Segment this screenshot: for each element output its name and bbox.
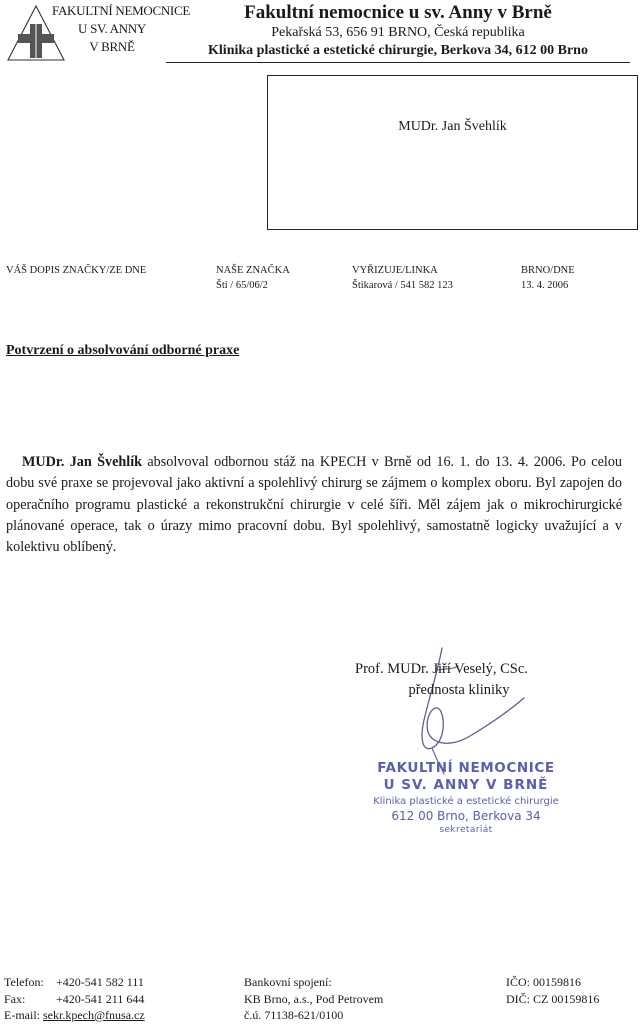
bank-label: Bankovní spojení: bbox=[244, 975, 332, 989]
your-letter-label: VÁŠ DOPIS ZNAČKY/ZE DNE bbox=[6, 265, 147, 276]
bank-value: KB Brno, a.s., Pod Petrovem bbox=[244, 991, 384, 1006]
stamp-line: Klinika plastické a estetické chirurgie bbox=[373, 796, 559, 807]
place-date-label: BRNO/DNE bbox=[521, 265, 575, 276]
stamp-line: sekretariát bbox=[439, 825, 493, 835]
phone-value: +420-541 582 111 bbox=[56, 975, 144, 989]
fax-value: +420-541 211 644 bbox=[56, 991, 145, 1006]
logo-text-line: FAKULTNÍ NEMOCNICE bbox=[52, 3, 190, 18]
phone-label: Telefon: bbox=[4, 975, 44, 989]
clinic-name: Klinika plastické a estetické chirurgie, Berkova 34, 612 00 Brno bbox=[208, 43, 588, 58]
stamp-line: U SV. ANNY V BRNĚ bbox=[383, 777, 549, 793]
addressee-box bbox=[267, 75, 638, 230]
letter-subject: Potvrzení o absolvování odborné praxe bbox=[6, 343, 240, 358]
footer-bank bbox=[244, 974, 383, 1024]
ico-value: IČO: 00159816 bbox=[506, 975, 581, 989]
our-ref-label: NAŠE ZNAČKA bbox=[216, 265, 290, 276]
logo-text-line: V BRNĚ bbox=[89, 39, 135, 54]
dic-value: DIČ: CZ 00159816 bbox=[506, 991, 600, 1006]
signatory-name: Prof. MUDr. Jiří Veselý, CSc. bbox=[355, 661, 528, 677]
handled-by-value: Štikarová / 541 582 123 bbox=[352, 280, 453, 291]
our-ref-value: Šti / 65/06/2 bbox=[216, 280, 268, 291]
account-value: č.ú. 71138-621/0100 bbox=[244, 1008, 344, 1022]
footer-contacts bbox=[4, 974, 145, 1024]
header-rule bbox=[166, 62, 630, 63]
footer-ids bbox=[506, 974, 599, 1007]
fax-label: Fax: bbox=[4, 991, 26, 1006]
stamp-line: FAKULTNÍ NEMOCNICE bbox=[377, 760, 555, 776]
email-link[interactable]: sekr.kpech@fnusa.cz bbox=[43, 1008, 145, 1022]
letter-body bbox=[6, 452, 622, 558]
stamp-line: 612 00 Brno, Berkova 34 bbox=[391, 809, 541, 823]
signatory-role: přednosta kliniky bbox=[408, 682, 510, 698]
logo-text-line: U SV. ANNY bbox=[78, 21, 146, 36]
place-date-value: 13. 4. 2006 bbox=[521, 280, 569, 291]
body-text: absolvoval odbornou stáž na KPECH v Brně od 16. 1. do 13. 4. 2006. Po celou dobu své praxe se projevoval jako aktivní a spolehlivý chirurg se zájmem o komplex oboru. Byl zapojen do operačního programu plastické a rekonstrukční chirurgie v celé šíři. Měl zájem jak o mikrochirurgické plánované operace, tak o úrazy mimo pracovní dobu. Byl spolehlivý, samostatně logicky uvažující a v kolektivu oblíbený. bbox=[6, 454, 623, 556]
hospital-name: Fakultní nemocnice u sv. Anny v Brně bbox=[244, 2, 552, 23]
hospital-address: Pekařská 53, 656 91 BRNO, Česká republika bbox=[271, 25, 525, 40]
logo-text bbox=[52, 2, 190, 56]
body-lead-name: MUDr. Jan Švehlík bbox=[22, 454, 143, 470]
official-stamp bbox=[346, 760, 586, 836]
addressee-name: MUDr. Jan Švehlík bbox=[398, 119, 507, 134]
email-label: E-mail: bbox=[4, 1008, 40, 1022]
handled-by-label: VYŘIZUJE/LINKA bbox=[352, 265, 438, 276]
